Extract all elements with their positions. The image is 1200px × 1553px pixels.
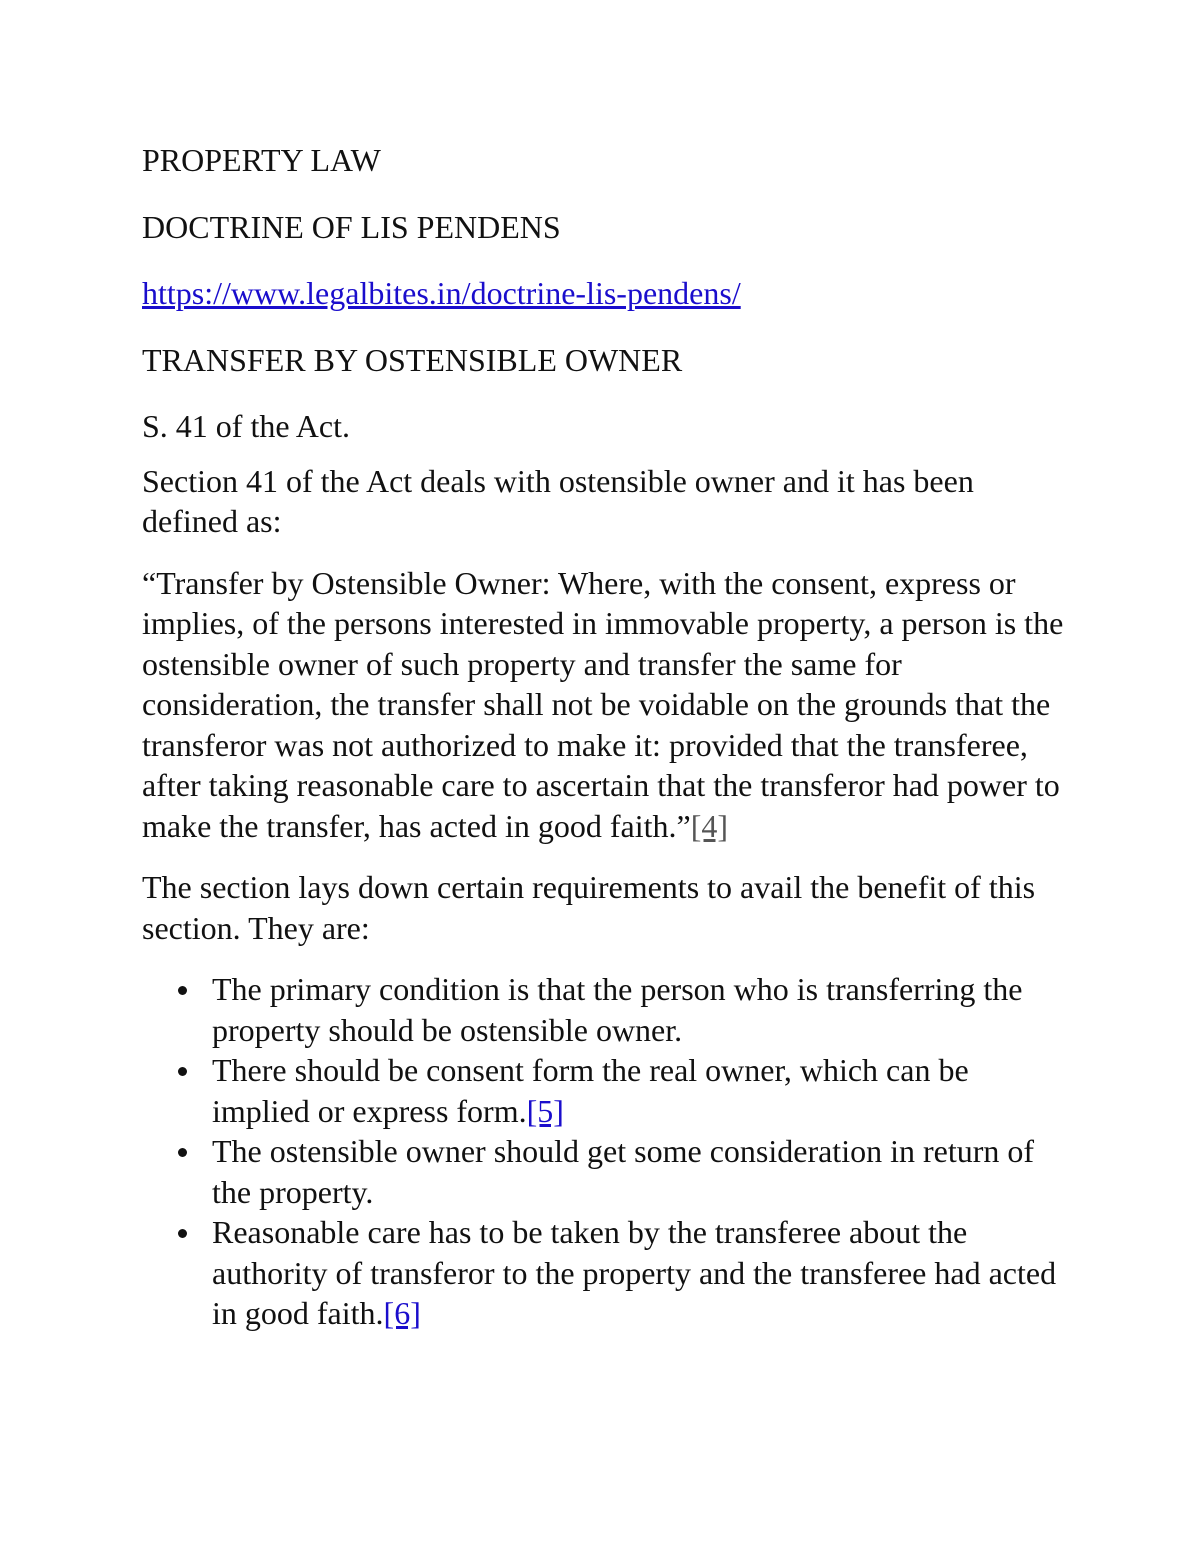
- legalbites-link[interactable]: https://www.legalbites.in/doctrine-lis-pendens/: [142, 275, 741, 311]
- bullet-icon: [178, 1229, 187, 1238]
- list-item: [142, 1212, 1072, 1334]
- bullet-icon: [178, 1148, 187, 1157]
- section-quote-paragraph: [142, 563, 1072, 847]
- bullet-icon: [178, 1067, 187, 1076]
- heading-doctrine-lis-pendens: DOCTRINE OF LIS PENDENS: [142, 208, 561, 245]
- list-item-text: The primary condition is that the person who is transferring the property should be ostensible owner.: [212, 971, 1023, 1048]
- heading-transfer-ostensible-owner: TRANSFER BY OSTENSIBLE OWNER: [142, 341, 683, 378]
- reference-link-paragraph: [142, 273, 1072, 314]
- section-quote-text: “Transfer by Ostensible Owner: Where, with the consent, express or implies, of the persons interested in immovable property, a person is the ostensible owner of such property and transfer the same for consideration, the transfer shall not be voidable on the grounds that the transferor was not authorized to make it: provided that the transferee, after taking reasonable care to ascertain that the transferor had power to make the transfer, has acted in good faith.”: [142, 564, 1064, 844]
- footnote-link-6[interactable]: [6]: [383, 1295, 421, 1331]
- requirements-list: [142, 969, 1072, 1334]
- footnote-link-4[interactable]: [4]: [690, 807, 729, 844]
- bullet-icon: [178, 986, 187, 995]
- intro-paragraph: Section 41 of the Act deals with ostensible owner and it has been defined as:: [142, 462, 974, 539]
- heading-property-law: PROPERTY LAW: [142, 142, 381, 178]
- footnote-link-5[interactable]: [5]: [526, 1092, 564, 1129]
- list-item: [142, 969, 1072, 1050]
- list-item: [142, 1050, 1072, 1131]
- list-item-text: The ostensible owner should get some consideration in return of the property.: [212, 1133, 1035, 1210]
- section-reference: S. 41 of the Act.: [142, 408, 350, 444]
- document-page: [142, 140, 1072, 1334]
- list-item-text: Reasonable care has to be taken by the transferee about the authority of transferor to the property and the transferee had acted in good faith.: [212, 1214, 1057, 1331]
- requirements-paragraph: The section lays down certain requirements to avail the benefit of this section. They are:: [142, 869, 1036, 946]
- list-item: [142, 1131, 1072, 1212]
- list-item-text: There should be consent form the real owner, which can be implied or express form.: [212, 1052, 969, 1129]
